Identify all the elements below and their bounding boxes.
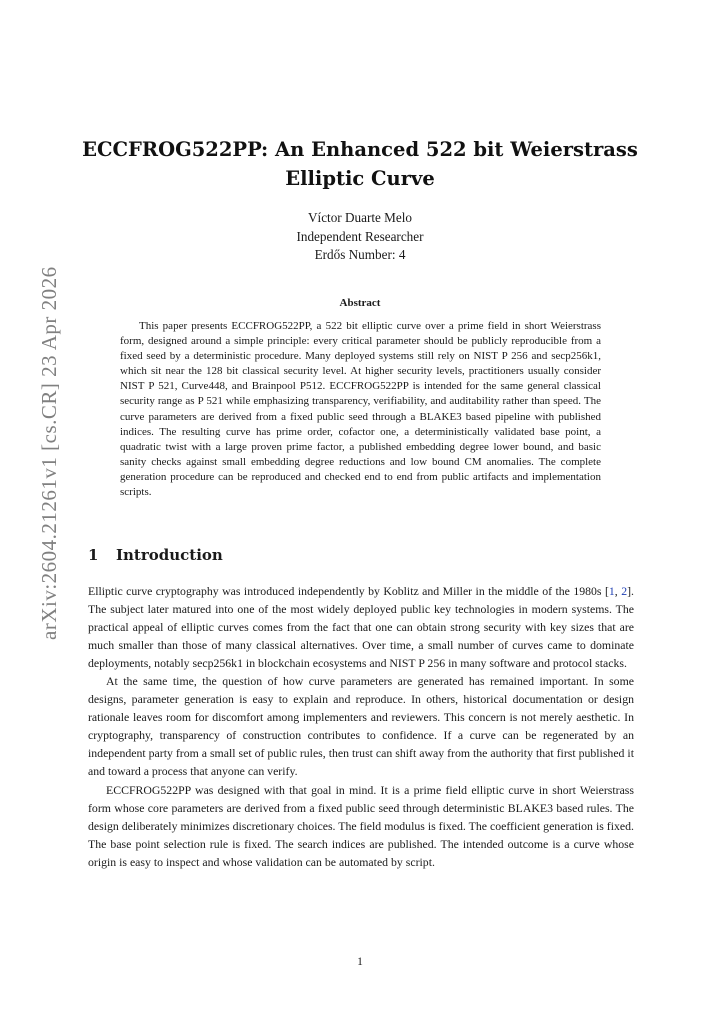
intro-paragraph-1-rest: ]. The subject later matured into one of the most widely deployed public key technologies in modern systems. The practical appeal of elliptic curves comes from the fact that one can obtain strong security with key sizes that are much smaller than those of many classical alternatives. Over time, a small number of curves came to dominate deployments, notably secp256k1 in blockchain ecosystems and NIST P 256 in many software and protocol stacks. xyxy=(88,584,634,671)
section-heading xyxy=(88,546,223,564)
abstract-text: This paper presents ECCFROG522PP, a 522 bit elliptic curve over a prime field in short Weierstrass form, designed around a simple principle: every critical parameter should be publicly reproducible from a fixed seed by a deterministic procedure. Many deployed systems still rely on NIST P 256 and secp256k1, which sit near the 128 bit classical security level. At higher security levels, practitioners usually consider NIST P 521, Curve448, and Brainpool P512. ECCFROG522PP is intended for the same general classical security range as P 521 while emphasizing transparency, verifiability, and auditability rather than speed. The curve parameters are derived from a fixed public seed through a BLAKE3 based pipeline with published indices. The resulting curve has prime order, cofactor one, a deterministically validated base point, a quadratic twist with a large proven prime factor, a published embedding degree lower bound, and basic sanity checks against small embedding degree reductions and low bound CM anomalies. The complete generation procedure can be reproduced and checked end to end from public artifacts and implementation scripts. xyxy=(120,320,601,499)
page-number: 1 xyxy=(357,956,363,968)
author-block xyxy=(160,209,560,265)
author-erdos-number: Erdős Number: 4 xyxy=(314,247,406,262)
section-title: Introduction xyxy=(116,546,223,564)
arxiv-identifier: arXiv:2604.21261v1 [cs.CR] 23 Apr 2026 xyxy=(37,266,61,640)
intro-paragraph-2: At the same time, the question of how curve parameters are generated has remained important. In some designs, parameter generation is easy to explain and reproduce. In others, historical documentation or design rationale leaves room for discomfort among implementers and reviewers. This concern is not merely aesthetic. In cryptography, transparency of construction contributes to confidence. If a curve can be regenerated by an independent party from a small set of public rules, then trust can shift away from the authority that first published it and toward a process that anyone can verify. xyxy=(88,674,634,779)
intro-paragraph-3: ECCFROG522PP was designed with that goal in mind. It is a prime field elliptic curve in short Weierstrass form whose core parameters are derived from a fixed public seed through deterministic BLAKE3 based rules. The design deliberately minimizes discretionary choices. The field modulus is fixed. The coefficient generation is fixed. The base point selection rule is fixed. The search indices are published. The intended outcome is a curve whose origin is easy to inspect and whose validation can be automated by script. xyxy=(88,782,634,869)
author-name: Víctor Duarte Melo xyxy=(308,210,412,225)
intro-paragraph-1-text: Elliptic curve cryptography was introduced independently by Koblitz and Miller in the middle of the 1980s [ xyxy=(88,584,609,598)
section-number: 1 xyxy=(88,546,99,564)
citation-link-2[interactable]: 2 xyxy=(621,584,628,598)
introduction-body xyxy=(88,582,634,871)
intro-paragraph-1 xyxy=(88,582,634,672)
citation-separator: , xyxy=(614,584,622,598)
author-affiliation: Independent Researcher xyxy=(296,228,424,244)
abstract-heading: Abstract xyxy=(339,297,381,309)
citation-link-1[interactable]: 1 xyxy=(608,584,615,598)
title-line-1: ECCFROG522PP: An Enhanced 522 bit Weierstrass xyxy=(82,138,638,161)
paper-title xyxy=(70,135,650,193)
title-line-2: Elliptic Curve xyxy=(285,167,435,190)
